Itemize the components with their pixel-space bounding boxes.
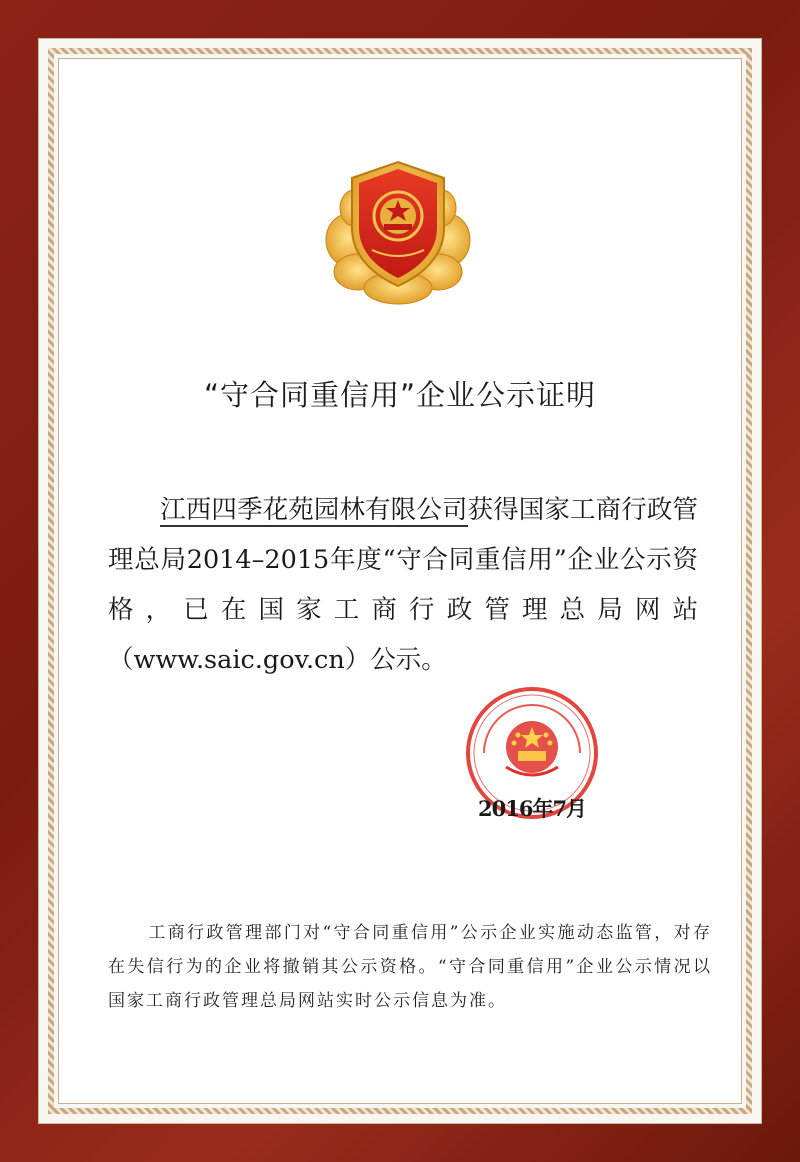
certificate-body: [108, 485, 698, 685]
emblem-icon: [318, 150, 478, 310]
company-name: 江西四季花苑园林有限公司: [160, 495, 468, 525]
certificate-title: “守合同重信用”企业公示证明: [203, 378, 597, 412]
footer-notice: [108, 916, 712, 1018]
certificate-body-text: 获得国家工商行政管理总局2014–2015年度“守合同重信用”企业公示资格，已在国家工商行政管理总局网站（www.saic.gov.cn）公示。: [108, 495, 698, 675]
issue-date: 2016年7月: [478, 796, 587, 821]
footer-notice-text: 工商行政管理部门对“守合同重信用”公示企业实施动态监管，对存在失信行为的企业将撤销其公示资格。“守合同重信用”企业公示情况以国家工商行政管理总局网站实时公示信息为准。: [108, 923, 712, 1011]
